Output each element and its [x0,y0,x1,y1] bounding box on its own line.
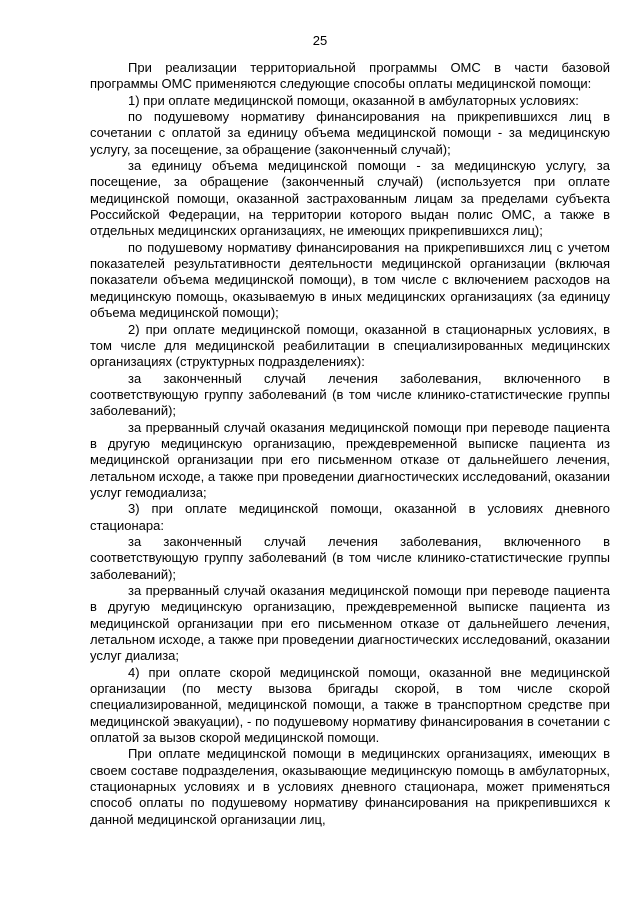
paragraph: за законченный случай лечения заболевания, включенного в соответствующую группу заболеваний (в том числе клинико-статистические группы заболеваний); [90,370,610,419]
paragraph: 1) при оплате медицинской помощи, оказанной в амбулаторных условиях: [128,92,579,108]
paragraph: При оплате медицинской помощи в медицинских организациях, имеющих в своем составе подразделения, оказывающие медицинскую помощь в амбулаторных, стационарных условиях и в условиях дневного стационара, может применяться способ оплаты по подушевому нормативу финансирования на прикрепившихся к данной медицинской организации лиц, [90,746,610,827]
paragraph: по подушевому нормативу финансирования на прикрепившихся лиц в сочетании с оплатой за единицу объема медицинской помощи - за медицинскую услугу, за посещение, за обращение (законченный случай); [90,109,610,157]
paragraph: за прерванный случай оказания медицинской помощи при переводе пациента в другую медицинскую организацию, преждевременной выписке пациента из медицинской организации при его письменном отказе от дальнейшего лечения, летальном исходе, а также при проведении диагностических исследований, оказании услуг диализа; [90,583,610,664]
paragraph: 2) при оплате медицинской помощи, оказанной в стационарных условиях, в том числе для медицинской реабилитации в специализированных медицинских организациях (структурных подразделениях): [90,321,610,370]
paragraph: 3) при оплате медицинской помощи, оказанной в условиях дневного стационара: [90,501,610,533]
document-body [90,60,610,828]
paragraph: 4) при оплате скорой медицинской помощи, оказанной вне медицинской организации (по месту вызова бригады скорой, в том числе скорой специализированной, медицинской помощи, а также в транспортном средстве при медицинской эвакуации), - по подушевому нормативу финансирования в сочетании с оплатой за вызов скорой медицинской помощи. [90,664,610,746]
paragraph: При реализации территориальной программы ОМС в части базовой программы ОМС применяются следующие способы оплаты медицинской помощи: [90,60,610,92]
page-number: 25 [312,33,328,48]
paragraph: за прерванный случай оказания медицинской помощи при переводе пациента в другую медицинскую организацию, преждевременной выписке пациента из медицинской организации при его письменном отказе от дальнейшего лечения, летальном исходе, а также при проведении диагностических исследований, оказании услуг гемодиализа; [90,419,610,500]
paragraph: по подушевому нормативу финансирования на прикрепившихся лиц с учетом показателей результативности деятельности медицинской организации (включая показатели объема медицинской помощи), в том числе с включением расходов на медицинскую помощь, оказываемую в иных медицинских организациях (за единицу объема медицинской помощи); [90,239,610,321]
paragraph: за единицу объема медицинской помощи - за медицинскую услугу, за посещение, за обращение (законченный случай) (используется при оплате медицинской помощи, оказанной застрахованным лицам за пределами субъекта Российской Федерации, на территории которого выдан полис ОМС, а также в отдельных медицинских организациях, не имеющих прикрепившихся лиц); [90,158,610,239]
paragraph: за законченный случай лечения заболевания, включенного в соответствующую группу заболеваний (в том числе клинико-статистические группы заболеваний); [90,533,610,582]
